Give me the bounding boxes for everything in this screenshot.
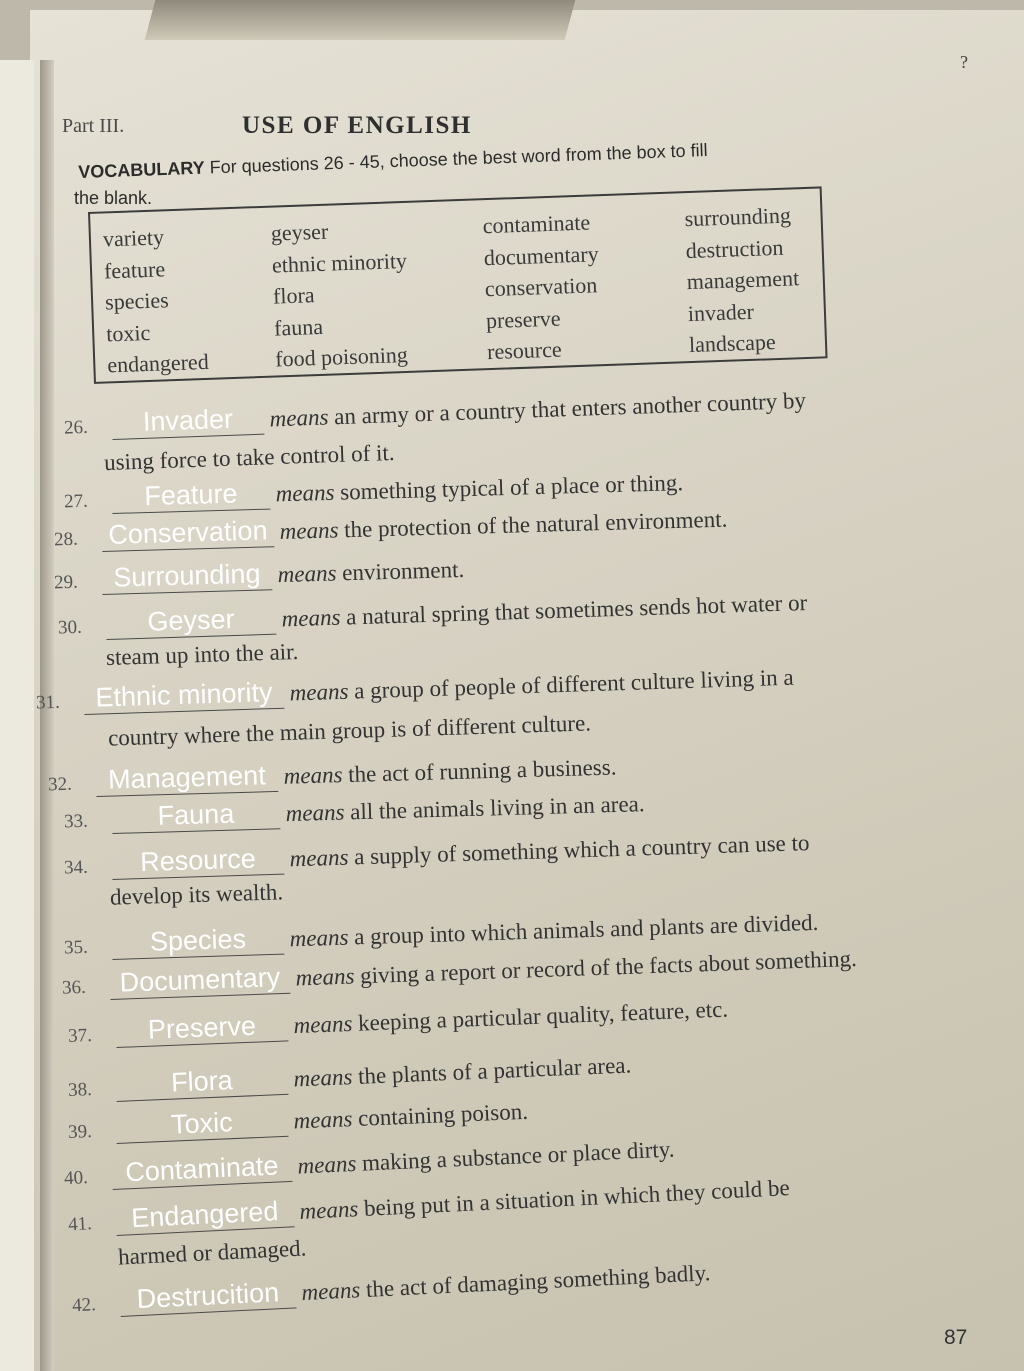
question-number: 33. [63, 810, 89, 833]
word: contaminate [482, 209, 591, 239]
means-word: means [289, 678, 349, 706]
answer-blank[interactable]: Species [111, 923, 284, 960]
question-number: 27. [63, 490, 89, 513]
question-number: 41. [67, 1213, 93, 1236]
word: fauna [273, 313, 324, 341]
answer-blank[interactable]: Endangered [115, 1195, 294, 1236]
word: geyser [270, 218, 329, 246]
definition-text: the plants of a particular area. [357, 1052, 632, 1089]
definition-continued: using force to take control of it. [103, 439, 395, 476]
question-number: 36. [61, 976, 87, 999]
word: conservation [484, 272, 598, 302]
means-word: means [289, 924, 349, 952]
answer-blank[interactable]: Destrucition [119, 1276, 296, 1317]
answer-blank[interactable]: Feature [112, 478, 271, 514]
question-number: 38. [67, 1079, 93, 1101]
word: surrounding [684, 202, 792, 232]
means-word: means [279, 517, 339, 545]
question-number: 30. [57, 616, 83, 639]
question-number: 32. [47, 773, 73, 796]
means-word: means [293, 1010, 353, 1039]
means-word: means [295, 963, 355, 991]
question-number: 40. [63, 1167, 89, 1190]
word: preserve [485, 305, 561, 333]
means-word: means [269, 404, 329, 432]
word: food poisoning [274, 341, 409, 372]
word: landscape [688, 329, 777, 358]
means-word: means [300, 1277, 361, 1306]
definition-text: the act of running a business. [347, 754, 617, 787]
word: invader [687, 298, 755, 326]
answer-blank[interactable]: Surrounding [102, 558, 273, 595]
side-mark: ? [960, 52, 968, 72]
definition-text: giving a report or record of the facts about something. [359, 945, 858, 989]
answer-blank[interactable]: Documentary [109, 962, 290, 1000]
answer-blank[interactable]: Fauna [112, 797, 281, 834]
definition-text: the act of damaging something badly. [365, 1260, 711, 1302]
question-number: 35. [63, 936, 89, 959]
word-column-4 [684, 199, 802, 360]
definition-text: containing poison. [357, 1098, 529, 1131]
means-word: means [277, 560, 337, 588]
word-column-1 [102, 220, 209, 381]
definition-text: the protection of the natural environment. [343, 506, 728, 543]
word: documentary [483, 240, 600, 270]
definition-text: environment. [341, 556, 465, 586]
answer-blank[interactable]: Toxic [115, 1105, 288, 1144]
answer-blank[interactable]: Contaminate [111, 1150, 292, 1190]
definition-text: keeping a particular quality, feature, etc. [357, 996, 729, 1036]
definition-text: an army or a country that enters another country by [333, 387, 807, 430]
definition-continued: develop its wealth. [109, 879, 284, 910]
answer-blank[interactable]: Flora [115, 1063, 288, 1102]
answer-blank[interactable]: Ethnic minority [83, 677, 284, 715]
word-column-2 [270, 213, 410, 375]
word: variety [102, 224, 165, 252]
page-number: 87 [944, 1326, 968, 1349]
means-word: means [289, 844, 349, 872]
answer-blank[interactable]: Preserve [115, 1009, 288, 1048]
means-word: means [297, 1150, 357, 1179]
page-title: USE OF ENGLISH [242, 112, 472, 139]
question-number: 31. [35, 691, 61, 714]
word: species [104, 287, 170, 315]
word: flora [272, 282, 315, 309]
answer-blank[interactable]: Management [96, 760, 279, 797]
answer-blank[interactable]: Invader [111, 403, 264, 440]
question-number: 29. [53, 571, 79, 594]
means-word: means [275, 479, 335, 507]
question-number: 39. [67, 1121, 93, 1143]
definition-text: a supply of something which a country can use to [353, 830, 810, 870]
definition-continued: steam up into the air. [105, 638, 299, 671]
definition-text: a group of people of different culture living in a [353, 664, 794, 704]
definition-text: making a substance or place dirty. [361, 1136, 676, 1176]
word: feature [103, 255, 166, 283]
question-number: 42. [71, 1294, 97, 1317]
top-shadow [145, 0, 576, 40]
means-word: means [298, 1196, 359, 1225]
instruction-text: For questions 26 - 45, choose the best word from the box to fill [209, 140, 708, 178]
definition-text: being put in a situation in which they could be [363, 1175, 791, 1221]
means-word: means [285, 799, 345, 827]
definition-text: something typical of a place or thing. [339, 470, 684, 505]
page-fold [40, 60, 54, 1371]
part-label: Part III. [62, 115, 125, 137]
answer-blank[interactable]: Resource [111, 843, 284, 880]
word: ethnic minority [271, 247, 408, 278]
answer-blank[interactable]: Geyser [105, 603, 276, 640]
definition-text: a natural spring that sometimes sends hot water or [345, 589, 808, 630]
means-word: means [293, 1106, 353, 1134]
answer-blank[interactable]: Conservation [102, 515, 275, 552]
word-box [88, 186, 828, 384]
word-column-3 [482, 206, 602, 367]
means-word: means [281, 604, 341, 632]
definition-continued: country where the main group is of different culture. [107, 710, 592, 751]
means-word: means [293, 1064, 353, 1092]
definition-continued: harmed or damaged. [117, 1235, 307, 1270]
word: resource [486, 336, 563, 365]
left-page-edge [0, 60, 34, 1371]
question-number: 28. [53, 528, 79, 551]
word: management [686, 265, 800, 295]
question-number: 37. [67, 1024, 93, 1047]
instruction-continued: the blank. [74, 188, 153, 208]
definition-text: a group into which animals and plants are divided. [353, 909, 819, 950]
definition-text: all the animals living in an area. [349, 791, 645, 825]
question-number: 34. [63, 856, 89, 879]
word: toxic [105, 319, 151, 346]
instruction-keyword: VOCABULARY [78, 157, 205, 182]
word: endangered [106, 348, 210, 378]
question-number: 26. [63, 416, 89, 439]
means-word: means [283, 762, 343, 789]
word: destruction [685, 234, 784, 263]
